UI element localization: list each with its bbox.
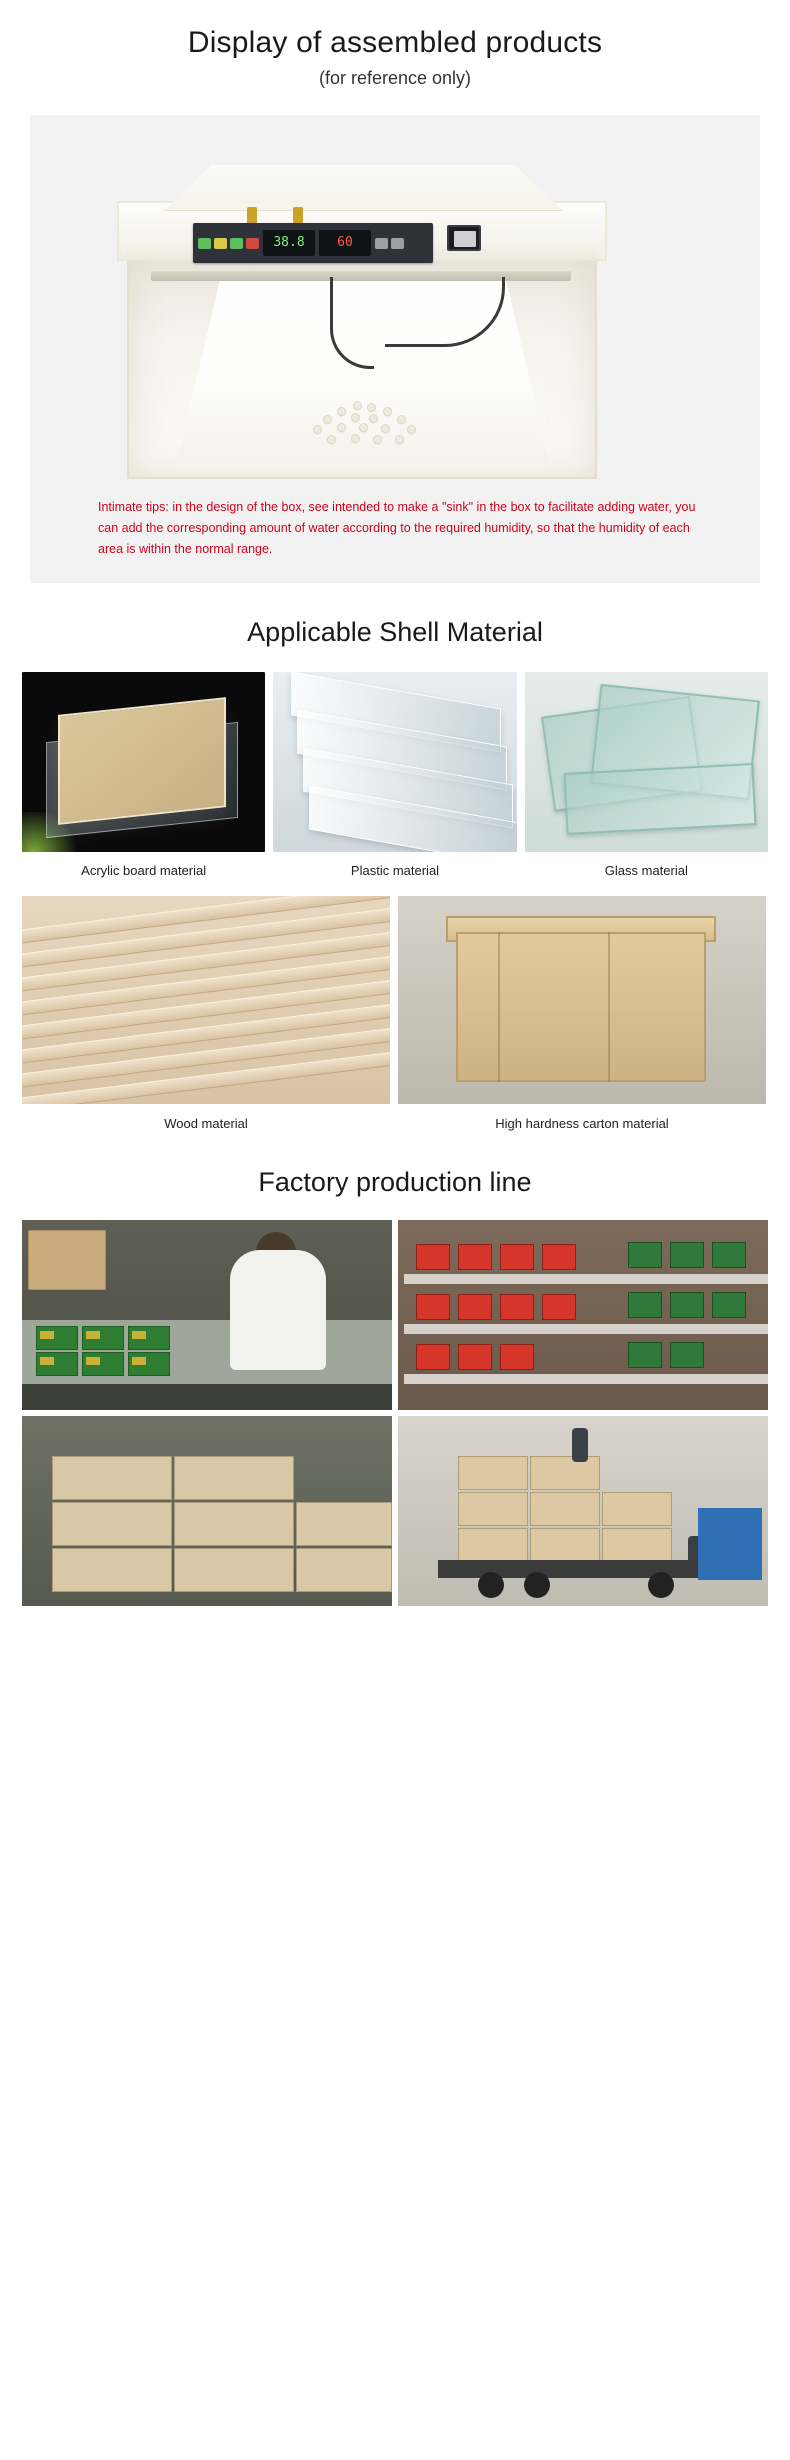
- bottom-spacer: [0, 1606, 790, 1634]
- pcb-2: [82, 1326, 124, 1350]
- warehouse-carton-4: [174, 1456, 294, 1500]
- warehouse-carton-7: [296, 1502, 392, 1546]
- material-caption-plastic: Plastic material: [350, 863, 440, 878]
- unit-13: [670, 1292, 704, 1318]
- load-carton-4: [530, 1492, 600, 1526]
- unit-3: [500, 1244, 534, 1270]
- pcb-3: [128, 1326, 170, 1350]
- incubator-illustration: [85, 165, 645, 515]
- shell-material-row-2: [22, 896, 768, 1131]
- load-carton-7: [530, 1528, 600, 1562]
- unit-17: [500, 1344, 534, 1370]
- unit-14: [712, 1292, 746, 1318]
- unit-8: [416, 1294, 450, 1320]
- load-carton-3: [458, 1492, 528, 1526]
- load-carton-1: [458, 1456, 528, 1490]
- acrylic-board: [58, 697, 226, 825]
- assembled-product-photo: [30, 115, 760, 583]
- pcb-6: [128, 1352, 170, 1376]
- unit-6: [670, 1242, 704, 1268]
- plastic-photo: [273, 672, 516, 852]
- shelf-1: [404, 1274, 768, 1284]
- truck-cab: [698, 1508, 762, 1580]
- shell-material-row-1: [22, 672, 768, 878]
- pcb-4: [36, 1352, 78, 1376]
- material-caption-acrylic: Acrylic board material: [81, 863, 207, 878]
- warehouse-carton-3: [52, 1548, 172, 1592]
- load-carton-5: [602, 1492, 672, 1526]
- pcb-5: [82, 1352, 124, 1376]
- page-title: Display of assembled products: [187, 26, 603, 59]
- led-display-bottom: 60: [319, 230, 371, 256]
- material-card-wood: [22, 896, 390, 1131]
- truck-wheel-2: [524, 1572, 550, 1598]
- unit-15: [416, 1344, 450, 1370]
- unit-19: [670, 1342, 704, 1368]
- unit-12: [628, 1292, 662, 1318]
- unit-9: [458, 1294, 492, 1320]
- carton-stack-left: [28, 1230, 106, 1290]
- factory-title: Factory production line: [258, 1167, 532, 1197]
- worker-body: [230, 1250, 326, 1370]
- control-keypad: [198, 238, 259, 249]
- material-card-acrylic: [22, 672, 265, 878]
- key-red-1: [246, 238, 259, 249]
- key-green-1: [198, 238, 211, 249]
- factory-photo-assembly: [22, 1220, 392, 1410]
- carton-edge-1: [498, 932, 500, 1082]
- factory-photo-grid: [22, 1220, 768, 1606]
- factory-photo-warehouse: [22, 1416, 392, 1606]
- load-carton-2: [530, 1456, 600, 1490]
- pcb-1: [36, 1326, 78, 1350]
- factory-photo-loading: [398, 1416, 768, 1606]
- key-gray-1: [375, 238, 388, 249]
- glass-photo: [525, 672, 768, 852]
- unit-2: [458, 1244, 492, 1270]
- carton-edge-2: [608, 932, 610, 1082]
- unit-1: [416, 1244, 450, 1270]
- led-display-top: 38.8: [263, 230, 315, 256]
- unit-16: [458, 1344, 492, 1370]
- warehouse-carton-1: [52, 1456, 172, 1500]
- unit-18: [628, 1342, 662, 1368]
- key-gray-2: [391, 238, 404, 249]
- material-card-plastic: [273, 672, 516, 878]
- floor: [22, 1384, 392, 1410]
- warehouse-carton-2: [52, 1502, 172, 1546]
- factory-section: [0, 1167, 790, 1606]
- power-switch: [447, 225, 481, 251]
- material-caption-carton: High hardness carton material: [495, 1116, 669, 1131]
- factory-photo-shelves: [398, 1220, 768, 1410]
- control-keypad-right: [375, 238, 404, 249]
- key-yellow-1: [214, 238, 227, 249]
- wood-photo: [22, 896, 390, 1104]
- page-subtitle: (for reference only): [318, 68, 472, 88]
- shell-material-section: [0, 617, 790, 1131]
- load-carton-8: [602, 1528, 672, 1562]
- shell-material-title: Applicable Shell Material: [247, 617, 543, 647]
- incubator-top-cover: [163, 165, 563, 211]
- carton-photo: [398, 896, 766, 1104]
- warehouse-carton-6: [174, 1548, 294, 1592]
- intimate-tips-note: Intimate tips: in the design of the box, see intended to make a "sink" in the box to facilitate adding water, you can add the corresponding amount of water according to the required humidity, so that the humidity of each area is within the normal range.: [98, 500, 696, 556]
- truck-wheel-1: [478, 1572, 504, 1598]
- material-caption-glass: Glass material: [604, 863, 688, 878]
- material-card-glass: [525, 672, 768, 878]
- warehouse-carton-5: [174, 1502, 294, 1546]
- key-green-2: [230, 238, 243, 249]
- unit-4: [542, 1244, 576, 1270]
- unit-10: [500, 1294, 534, 1320]
- acrylic-photo: [22, 672, 265, 852]
- unit-7: [712, 1242, 746, 1268]
- truck-wheel-3: [648, 1572, 674, 1598]
- unit-5: [628, 1242, 662, 1268]
- warehouse-carton-8: [296, 1548, 392, 1592]
- loader-worker-top: [572, 1428, 588, 1462]
- carton-box: [456, 932, 706, 1082]
- shelf-3: [404, 1374, 768, 1384]
- shelf-2: [404, 1324, 768, 1334]
- load-carton-6: [458, 1528, 528, 1562]
- glass-sheet-3: [563, 763, 756, 835]
- control-panel: [193, 223, 433, 263]
- unit-11: [542, 1294, 576, 1320]
- material-card-carton: [398, 896, 766, 1131]
- material-caption-wood: Wood material: [164, 1116, 248, 1131]
- water-sink-dots: [307, 401, 427, 447]
- assembled-products-section: [0, 0, 790, 583]
